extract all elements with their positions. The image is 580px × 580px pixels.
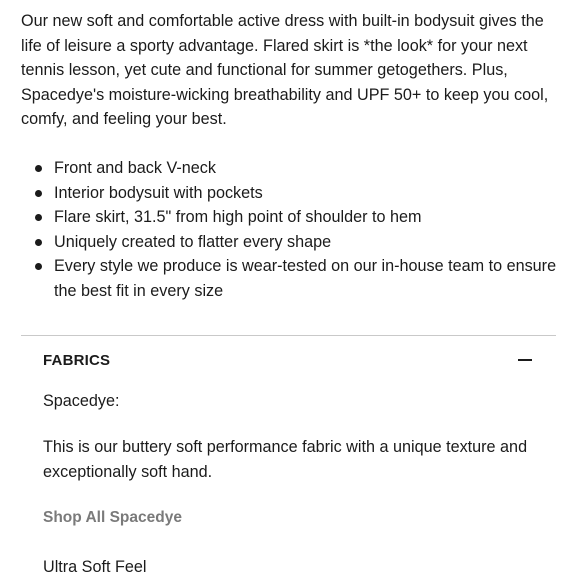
feature-list: [21, 156, 561, 303]
feature-item: Front and back V-neck: [21, 156, 561, 181]
feature-item: Uniquely created to flatter every shape: [21, 230, 561, 255]
section-divider: [21, 335, 556, 336]
fabrics-title: FABRICS: [43, 351, 111, 369]
product-description: Our new soft and comfortable active dress with built-in bodysuit gives the life of leisure a sporty advantage. Flared skirt is *the look* for your next tennis lesson, yet cute and functional for summer getogethers. Plus, Spacedye's moisture-wicking breathability and UPF 50+ to keep you cool, comfy, and feeling your best.: [21, 12, 549, 128]
fabric-feature-label: Ultra Soft Feel: [43, 558, 147, 576]
fabric-name: Spacedye:: [43, 392, 120, 410]
feature-item: Every style we produce is wear-tested on our in-house team to ensure the best fit in every size: [21, 254, 561, 303]
feature-item: Flare skirt, 31.5" from high point of shoulder to hem: [21, 205, 561, 230]
minus-icon[interactable]: [518, 359, 532, 361]
feature-item: Interior bodysuit with pockets: [21, 181, 561, 206]
fabric-description: This is our buttery soft performance fabric with a unique texture and exceptionally soft hand.: [43, 438, 528, 481]
shop-all-spacedye-link[interactable]: Shop All Spacedye: [43, 509, 182, 526]
fabrics-accordion-header[interactable]: [43, 349, 535, 371]
